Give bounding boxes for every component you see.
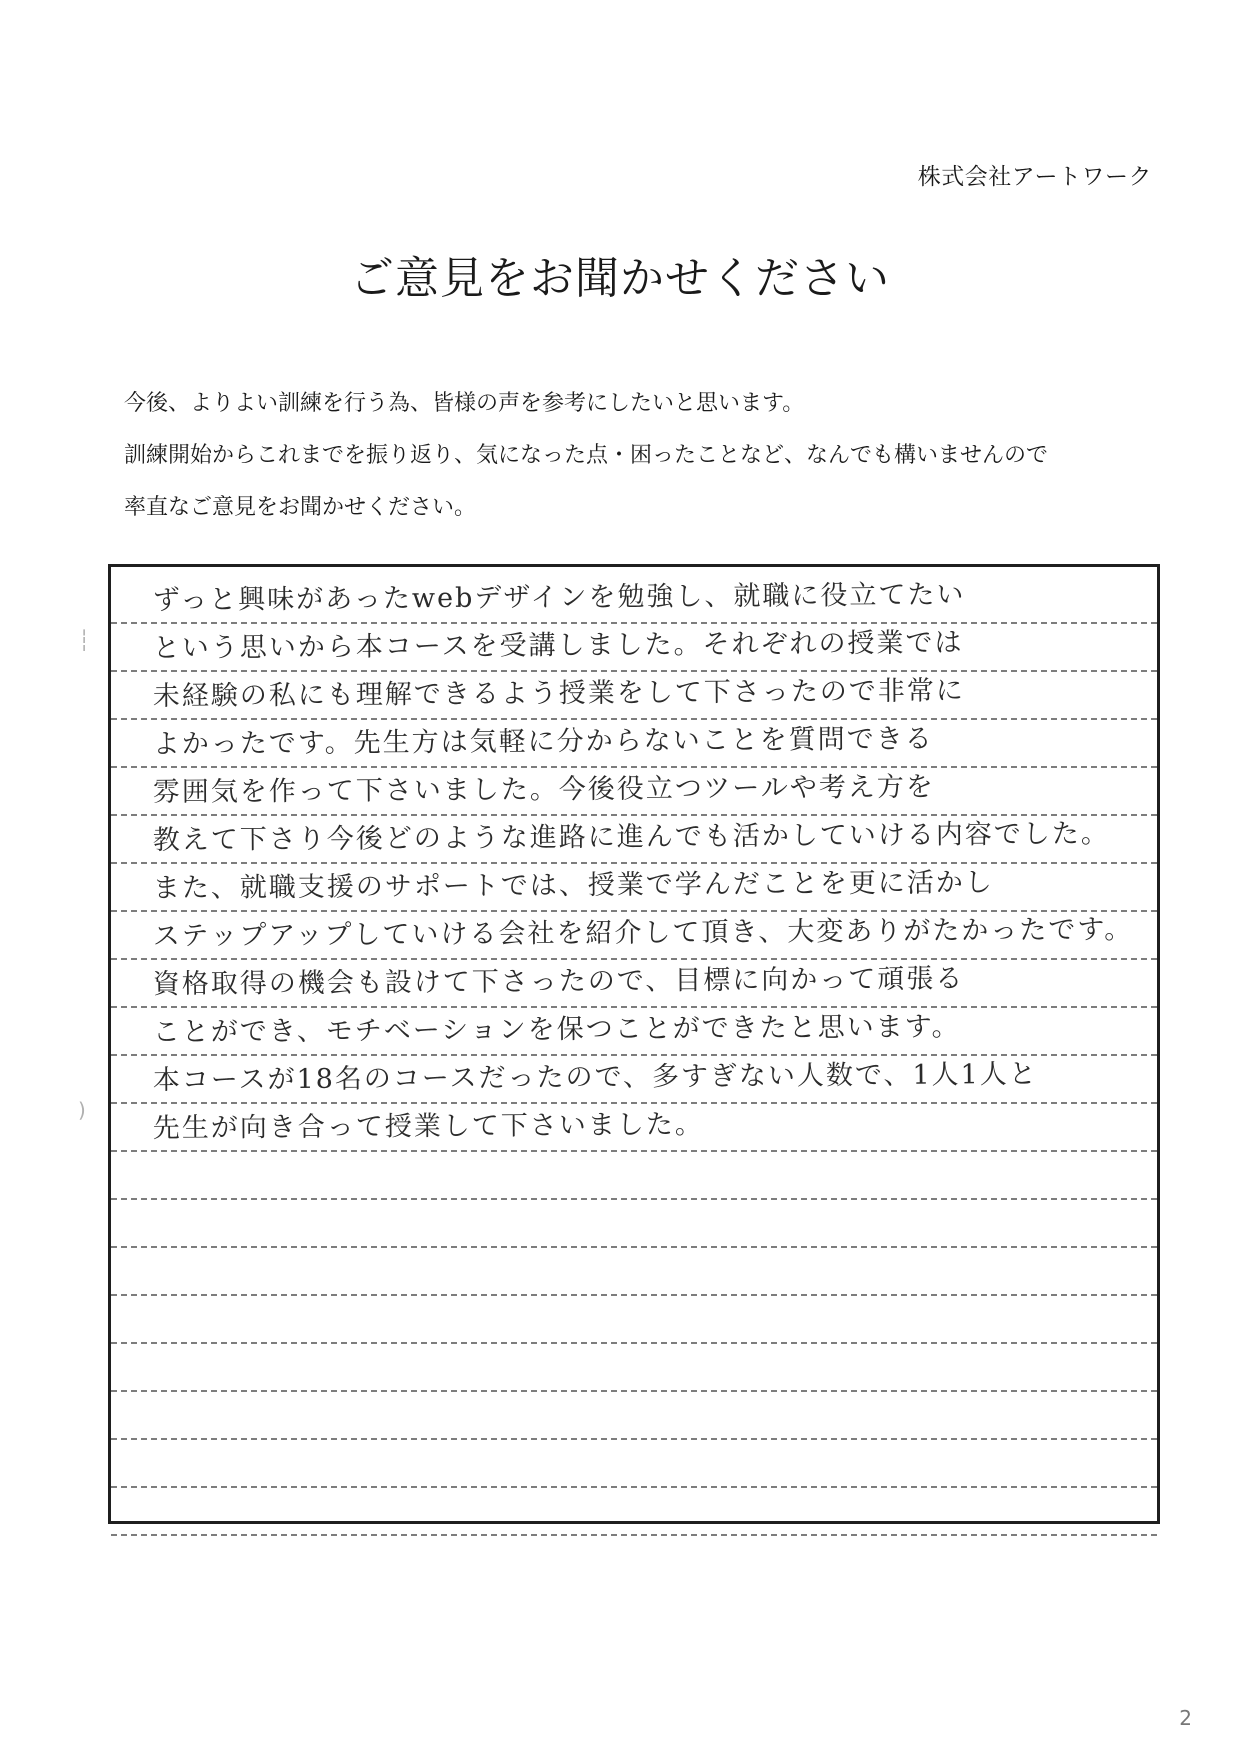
intro-line: 今後、よりよい訓練を行う為、皆様の声を参考にしたいと思います。 [124,391,805,416]
ruled-line [111,1056,1157,1104]
ruled-line [111,624,1157,672]
ruled-line [111,1440,1157,1488]
company-name: 株式会社アートワーク [917,164,1152,190]
handwritten-line: また、就職支援のサポートでは、授業で学んだことを更に活かし [152,867,994,905]
page-title: ご意見をお聞かせください [350,253,890,304]
handwritten-line: 未経験の私にも理解できるよう授業をして下さったので非常に [152,675,965,713]
ruled-line [111,1008,1157,1056]
ruled-line [111,1248,1157,1296]
intro-line: 率直なご意見をお聞かせください。 [124,495,477,520]
handwritten-line: 雰囲気を作って下さいました。今後役立つツールや考え方を [152,771,935,809]
ruled-line [111,1344,1157,1392]
ruled-line [111,1200,1157,1248]
intro-line: 訓練開始からこれまでを振り返り、気になった点・困ったことなど、なんでも構いませんので [124,443,1049,468]
ruled-line [111,960,1157,1008]
handwritten-line: よかったです。先生方は気軽に分からないことを質問できる [152,723,934,761]
ruled-line [111,1296,1157,1344]
feedback-box [108,564,1160,1524]
handwritten-line: ずっと興味があったwebデザインを勉強し、就職に役立てたい [152,579,966,617]
ruled-line [111,816,1157,864]
ruled-line [111,1488,1157,1536]
margin-mark: ┆ [78,628,91,652]
handwritten-line: 資格取得の機会も設けて下さったので、目標に向かって頑張る [152,963,965,1001]
intro-text [124,378,1144,534]
ruled-line [111,1152,1157,1200]
handwritten-line: という思いから本コースを受講しました。それぞれの授業では [152,627,964,665]
margin-mark: ) [78,1098,86,1122]
handwritten-line: ことができ、モチベーションを保つことができたと思います。 [152,1011,961,1049]
ruled-line [111,864,1157,912]
handwritten-line: 本コースが18名のコースだったので、多すぎない人数で、1人1人と [152,1058,1038,1097]
ruled-line [111,720,1157,768]
ruled-line [111,768,1157,816]
ruled-line [111,672,1157,720]
handwritten-line: 先生が向き合って授業して下さいました。 [152,1109,704,1145]
page-mark: 2 [1179,1706,1192,1730]
ruled-line [111,1104,1157,1152]
ruled-line [111,912,1157,960]
ruled-line [111,576,1157,624]
handwritten-line: ステップアップしていける会社を紹介して頂き、大変ありがたかったです。 [152,914,1134,953]
handwritten-line: 教えて下さり今後どのような進路に進んでも活かしていける内容でした。 [152,818,1110,857]
ruled-line [111,1392,1157,1440]
